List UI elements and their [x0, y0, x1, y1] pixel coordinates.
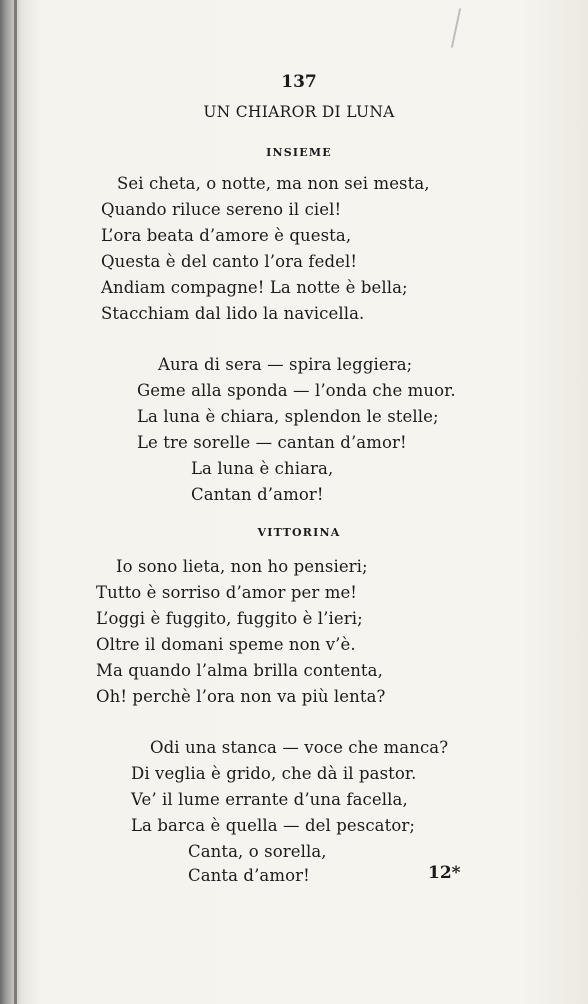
- verse-line: Odi una stanca — voce che manca?: [150, 738, 449, 757]
- verse-line: Oh! perchè l’ora non va più lenta?: [96, 687, 386, 706]
- verse-line: Aura di sera — spira leggiera;: [158, 355, 413, 374]
- verse-line: Canta, o sorella,: [188, 842, 327, 861]
- verse-line: Le tre sorelle — cantan d’amor!: [137, 433, 407, 452]
- verse-line: L’ora beata d’amore è questa,: [101, 226, 352, 245]
- verse-line: Geme alla sponda — l’onda che muor.: [137, 381, 456, 400]
- verse-line: La barca è quella — del pescator;: [131, 816, 416, 835]
- verse-line: Quando riluce sereno il ciel!: [101, 200, 342, 219]
- verse-line: Sei cheta, o notte, ma non sei mesta,: [117, 174, 430, 193]
- verse-line: Tutto è sorriso d’amor per me!: [96, 583, 358, 602]
- verse-line: Ve’ il lume errante d’una facella,: [131, 790, 408, 809]
- verse-line: Di veglia è grido, che dà il pastor.: [131, 764, 417, 783]
- verse-line: Andiam compagne! La notte è bella;: [101, 278, 408, 297]
- verse-line: L’oggi è fuggito, fuggito è l’ieri;: [96, 609, 363, 628]
- poem-title: UN CHIAROR DI LUNA: [203, 103, 395, 121]
- verse-line: Canta d’amor!: [188, 866, 310, 885]
- printer-signature-mark: 12*: [428, 863, 461, 883]
- verse-line: Cantan d’amor!: [191, 485, 324, 504]
- page-number: 137: [281, 72, 317, 92]
- verse-line: Ma quando l’alma brilla contenta,: [96, 661, 383, 680]
- verse-line: Questa è del canto l’ora fedel!: [101, 252, 358, 271]
- verse-line: La luna è chiara,: [191, 459, 334, 478]
- verse-line: Io sono lieta, non ho pensieri;: [116, 557, 368, 576]
- verse-line: Stacchiam dal lido la navicella.: [101, 304, 365, 323]
- pencil-mark: [451, 8, 461, 48]
- verse-line: La luna è chiara, splendon le stelle;: [137, 407, 439, 426]
- section-label-insieme: INSIEME: [266, 146, 332, 159]
- verse-line: Oltre il domani speme non v’è.: [96, 635, 356, 654]
- section-label-vittorina: VITTORINA: [257, 526, 341, 539]
